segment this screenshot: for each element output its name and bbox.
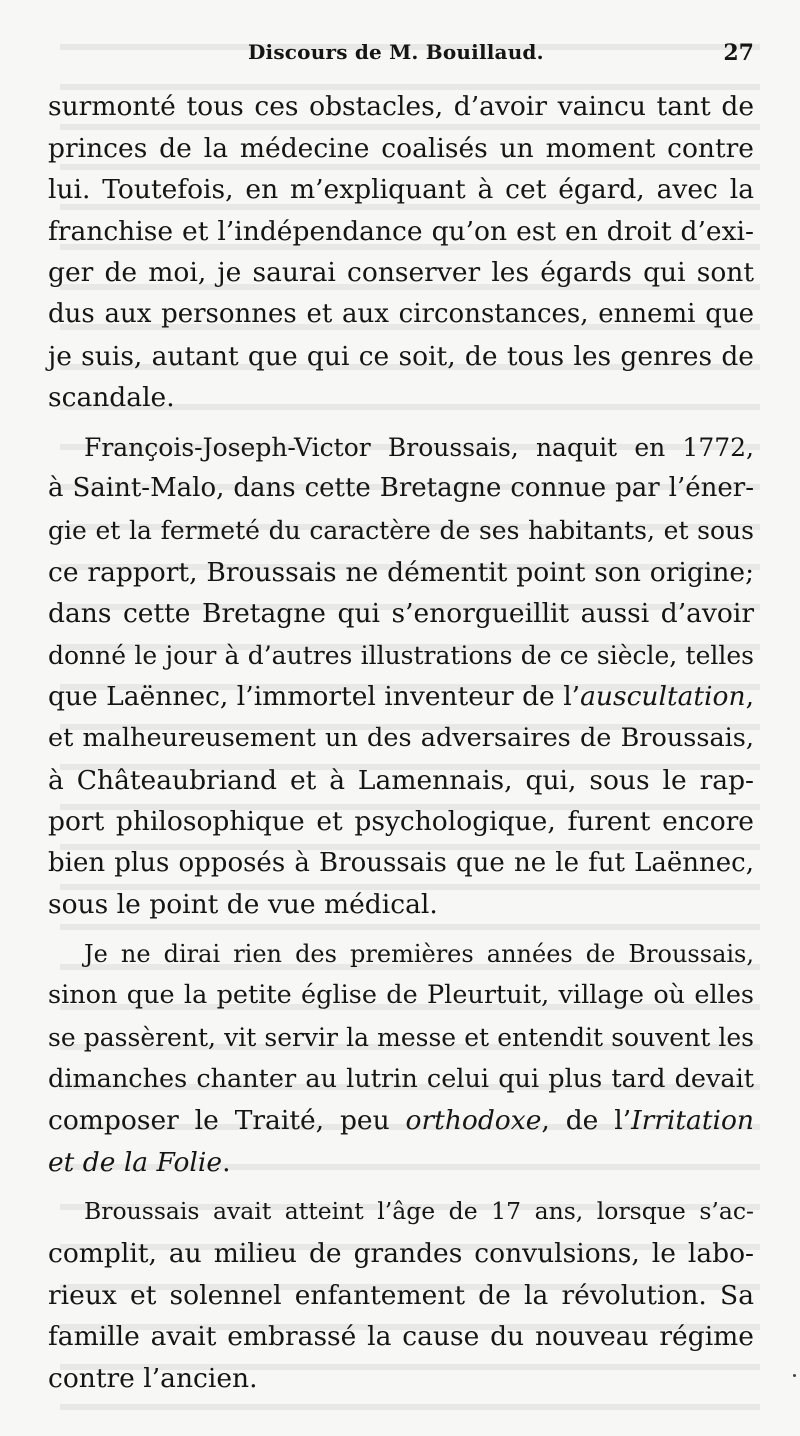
text-line: ce rapport, Broussais ne démentit point son origine; <box>48 556 754 588</box>
text-line: à Saint-Malo, dans cette Bretagne connue par l’éner- <box>48 473 754 504</box>
text-line: rieux et solennel enfantement de la révolution. Sa <box>48 1279 754 1311</box>
text-line-mixed <box>48 1142 754 1184</box>
text-line: contre l’ancien. <box>48 1362 258 1394</box>
text-line: dus aux personnes et aux circonstances, ennemi que <box>48 298 754 329</box>
text-line: se passèrent, vit servir la messe et entendit souvent les <box>48 1023 754 1053</box>
text-line: je suis, autant que qui ce soit, de tous les genres de <box>48 340 754 372</box>
paragraph-2 <box>48 427 754 926</box>
text-line: famille avait embrassé la cause du nouveau régime <box>48 1321 754 1353</box>
text-line: sinon que la petite église de Pleurtuit, village où elles <box>48 980 754 1011</box>
text-line: Broussais avait atteint l’âge de 17 ans, lorsque s’ac- <box>84 1197 754 1226</box>
text-line: princes de la médecine coalisés un moment contre <box>48 132 754 164</box>
paper-speck <box>793 1374 796 1377</box>
italic-run: orthodoxe <box>405 1105 542 1137</box>
text-line-mixed <box>48 1100 754 1142</box>
page-header <box>48 40 754 74</box>
text-run: . <box>222 1146 231 1178</box>
text-line: et malheureusement un des adversaires de Broussais, <box>48 722 754 753</box>
paragraph-gap <box>48 1183 754 1191</box>
text-line: à Châteaubriand et à Lamennais, qui, sous le rap- <box>48 764 754 796</box>
text-run: , <box>745 681 754 713</box>
text-line: dans cette Bretagne qui s’enorgueillit aussi d’avoir <box>48 598 754 630</box>
text-run: composer le Traité, peu <box>48 1105 406 1137</box>
text-line: scandale. <box>48 382 175 414</box>
paragraph-gap <box>48 926 754 934</box>
text-line: franchise et l’indépendance qu’on est en droit d’exi- <box>48 215 754 247</box>
text-line: ger de moi, je saurai conserver les égards qui sont <box>48 257 754 289</box>
running-head: Discours de M. Bouillaud. <box>248 40 544 64</box>
body-text <box>48 86 754 1399</box>
text-line: complit, au milieu de grandes convulsions, le labo- <box>48 1238 754 1270</box>
paragraph-4 <box>48 1191 754 1399</box>
text-run: , de l’ <box>541 1105 632 1137</box>
italic-run: Irritation <box>631 1105 754 1137</box>
italic-run: et de la Folie <box>48 1146 223 1178</box>
text-line: Je ne dirai rien des premières années de Broussais, <box>84 939 754 968</box>
paragraph-gap <box>48 419 754 427</box>
text-line: François-Joseph-Victor Broussais, naquit en 1772, <box>84 432 754 462</box>
text-line-mixed <box>48 676 754 718</box>
paragraph-3 <box>48 934 754 1184</box>
text-line: sous le point de vue médical. <box>48 889 438 921</box>
paragraph-1 <box>48 86 754 419</box>
text-line: surmonté tous ces obstacles, d’avoir vaincu tant de <box>48 91 754 122</box>
text-run: que Laënnec, l’immortel inventeur de l’ <box>48 681 581 713</box>
page-number: 27 <box>723 40 754 66</box>
text-line: dimanches chanter au lutrin celui qui plus tard devait <box>48 1063 754 1094</box>
text-line: bien plus opposés à Broussais que ne le fut Laënnec, <box>48 847 754 878</box>
italic-run: auscultation <box>580 681 746 713</box>
text-line: lui. Toutefois, en m’expliquant à cet égard, avec la <box>48 174 754 206</box>
text-line: port philosophique et psychologique, furent encore <box>48 806 754 838</box>
text-line: donné le jour à d’autres illustrations de ce siècle, telles <box>48 640 754 670</box>
text-line: gie et la fermeté du caractère de ses habitants, et sous <box>48 515 754 545</box>
